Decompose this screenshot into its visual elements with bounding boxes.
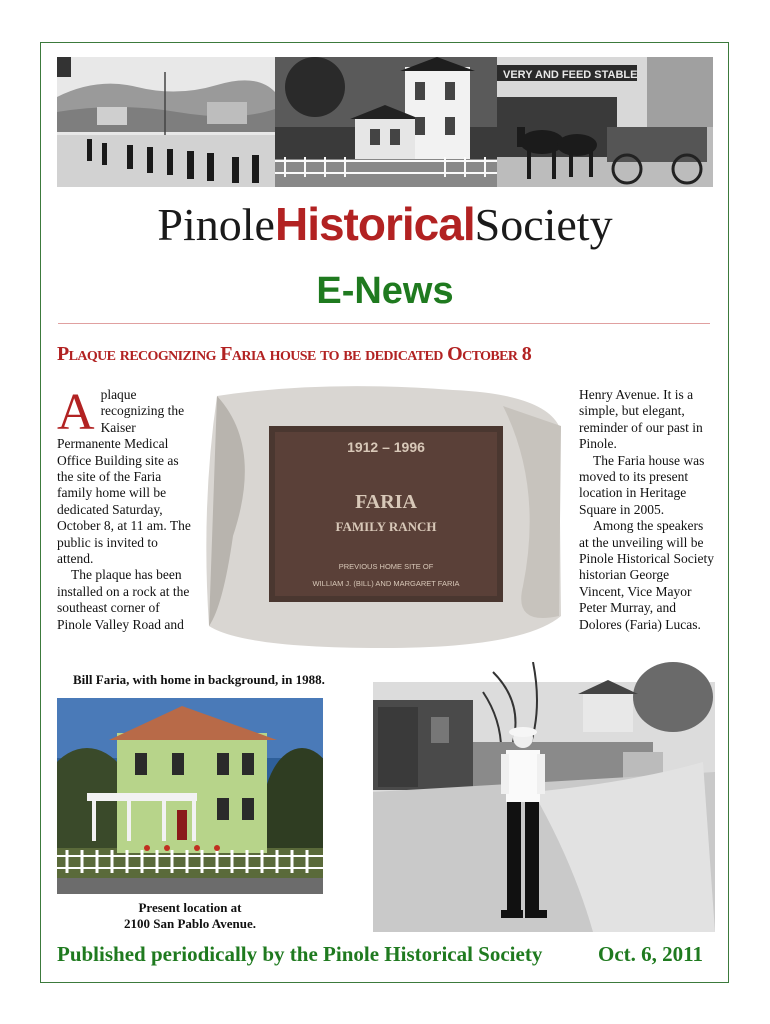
masthead-historical: Historical bbox=[274, 198, 475, 250]
photo-present-house bbox=[57, 698, 323, 894]
plaque-subtitle: FAMILY RANCH bbox=[335, 519, 437, 534]
divider bbox=[58, 323, 710, 324]
masthead-subtitle: E-News bbox=[316, 270, 454, 312]
paragraph: Henry Avenue. It is a simple, but elegant, reminder of our past in Pinole. bbox=[579, 387, 703, 452]
plaque-name: FARIA bbox=[355, 491, 417, 513]
drop-cap: A bbox=[57, 384, 95, 441]
plaque-line1: PREVIOUS HOME SITE OF bbox=[338, 562, 434, 571]
masthead-title bbox=[40, 196, 730, 253]
masthead-pinole: Pinole bbox=[157, 199, 275, 250]
masthead-society: Society bbox=[474, 199, 613, 250]
paragraph: The Faria house was moved to its present location in Heritage Square in 2005. bbox=[579, 452, 705, 517]
footer-published-by: Published periodically by the Pinole Historical Society bbox=[57, 942, 543, 966]
photo-bill-faria bbox=[373, 662, 715, 932]
plaque-photo bbox=[203, 386, 563, 650]
paragraph: plaque recognizing the Kaiser Permanente Medical Office Building site as the site of the Faria family home will be dedicated Saturday, October 8, at 11 am. The public is invited to attend. bbox=[57, 387, 191, 567]
caption-bill-faria: Bill Faria, with home in background, in 1988. bbox=[73, 672, 325, 687]
plaque-years: 1912 – 1996 bbox=[347, 439, 425, 455]
footer-date: Oct. 6, 2011 bbox=[598, 942, 703, 966]
header-photo-street-parade bbox=[57, 57, 275, 187]
paragraph: The plaque has been installed on a rock at the southeast corner of Pinole Valley Road and bbox=[57, 567, 190, 632]
article-headline: Plaque recognizing Faria house to be dedicated October 8 bbox=[57, 343, 532, 365]
caption-line: Present location at bbox=[138, 900, 242, 915]
paragraph: Among the speakers at the unveiling will be Pinole Historical Society historian George Vincent, Vice Mayor Peter Murray, and Dolores (Faria) Lucas. bbox=[579, 518, 714, 632]
caption-line: 2100 San Pablo Avenue. bbox=[124, 916, 256, 931]
article-column-right bbox=[579, 387, 715, 633]
header-photo-victorian-house bbox=[275, 57, 497, 187]
article-column-left bbox=[57, 384, 192, 633]
caption-present-location bbox=[57, 900, 323, 932]
stable-sign-text: VERY AND FEED STABLE bbox=[503, 69, 638, 81]
plaque-line2: WILLIAM J. (BILL) AND MARGARET FARIA bbox=[312, 579, 460, 588]
header-photo-livery-stable bbox=[497, 57, 713, 187]
